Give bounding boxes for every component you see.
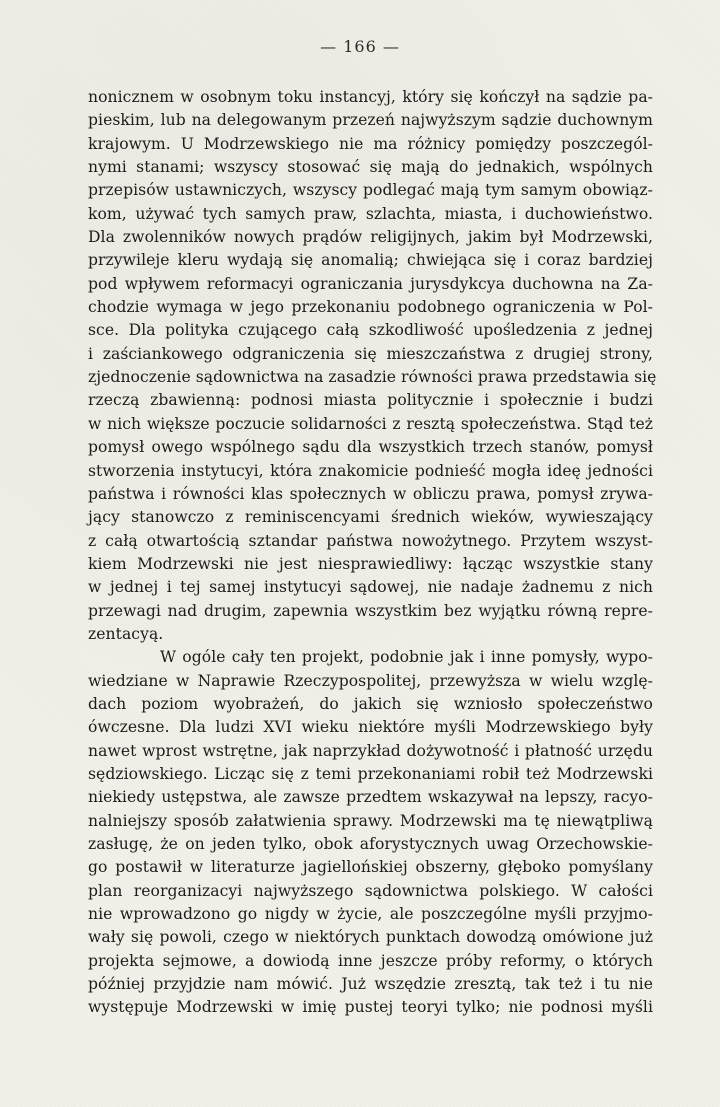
text-line: wiedziane w Naprawie Rzeczypospolitej, przewyższa w wielu wzglę- xyxy=(88,671,653,690)
text-line: ówczesne. Dla ludzi XVI wieku niektóre myśli Modrzewskiego były xyxy=(88,718,653,737)
text-line: dach poziom wyobrażeń, do jakich się wzniosło społeczeństwo xyxy=(88,694,653,713)
text-line: rzeczą zbawienną: podnosi miasta politycznie i społecznie i budzi xyxy=(88,391,653,410)
text-line: pod wpływem reformacyi ograniczania jurysdykcya duchowna na Za- xyxy=(88,274,653,293)
text-line: stworzenia instytucyi, która znakomicie podnieść mogła ideę jedności xyxy=(88,461,653,480)
text-line: krajowym. U Modrzewskiego nie ma różnicy pomiędzy poszczegól- xyxy=(88,134,653,153)
text-line: nonicznem w osobnym toku instancyj, który się kończył na sądzie pa- xyxy=(88,88,653,106)
text-line: jący stanowczo z reminiscencyami średnich wieków, wywieszający xyxy=(88,508,653,527)
body-text xyxy=(88,86,657,1020)
text-line: zjednoczenie sądownictwa na zasadzie równości prawa przedstawia się xyxy=(88,368,657,387)
text-line: nie wprowadzono go nigdy w życie, ale poszczególne myśli przyjmo- xyxy=(88,905,653,924)
page-number: — 166 — xyxy=(320,37,400,56)
text-line: projekta sejmowe, a dowiodą inne jeszcze próby reformy, o których xyxy=(88,951,653,970)
text-line: zasługę, że on jeden tylko, obok aforystycznych uwag Orzechowskie- xyxy=(88,835,653,853)
text-line: kiem Modrzewski nie jest niesprawiedliwy: łącząc wszystkie stany xyxy=(88,554,653,573)
text-line: przepisów ustawniczych, wszyscy podlegać mają tym samym obowiąz- xyxy=(88,181,653,200)
text-line: Dla zwolenników nowych prądów religijnych, jakim był Modrzewski, xyxy=(88,228,653,247)
text-line: w nich większe poczucie solidarności z resztą społeczeństwa. Stąd też xyxy=(88,414,653,433)
text-line: w jednej i tej samej instytucyi sądowej, nie nadaje żadnemu z nich xyxy=(88,578,653,597)
text-line: później przyjdzie nam mówić. Już wszędzie zresztą, tak też i tu nie xyxy=(88,975,653,994)
text-line: plan reorganizacyi najwyższego sądownictwa polskiego. W całości xyxy=(88,881,653,900)
text-line: kom, używać tych samych praw, szlachta, miasta, i duchowieństwo. xyxy=(88,204,653,223)
text-line: sce. Dla polityka czującego całą szkodliwość upośledzenia z jednej xyxy=(88,321,653,340)
text-line: nawet wprost wstrętne, jak naprzykład dożywotność i płatność urzędu xyxy=(88,741,653,760)
paragraph-end-line: zentacyą. xyxy=(88,624,164,643)
text-line: chodzie wymaga w jego przekonaniu podobnego ograniczenia w Pol- xyxy=(88,298,653,317)
text-line: wały się powoli, czego w niektórych punktach dowodzą omówione już xyxy=(88,928,653,947)
text-line: pieskim, lub na delegowanym przezeń najwyższym sądzie duchownym xyxy=(88,111,653,130)
text-line: i zaściankowego odgraniczenia się mieszczaństwa z drugiej strony, xyxy=(88,344,653,363)
text-line: sędziowskiego. Licząc się z temi przekonaniami robił też Modrzewski xyxy=(88,764,653,783)
text-line: nalniejszy sposób załatwienia sprawy. Modrzewski ma tę niewątpliwą xyxy=(88,811,653,830)
text-line: przywileje kleru wydają się anomalią; chwiejąca się i coraz bardziej xyxy=(88,251,653,270)
text-line: występuje Modrzewski w imię pustej teoryi tylko; nie podnosi myśli xyxy=(88,998,653,1017)
text-line: nymi stanami; wszyscy stosować się mają do jednakich, wspólnych xyxy=(88,158,653,177)
text-line: z całą otwartością sztandar państwa nowożytnego. Przytem wszyst- xyxy=(88,531,653,550)
text-line: państwa i równości klas społecznych w obliczu prawa, pomysł zrywa- xyxy=(88,484,653,503)
text-line: go postawił w literaturze jagiellońskiej obszerny, głęboko pomyślany xyxy=(88,858,653,877)
text-line: przewagi nad drugim, zapewnia wszystkim bez wyjątku równą repre- xyxy=(88,601,653,620)
text-line: niekiedy ustępstwa, ale zawsze przedtem wskazywał na lepszy, racyo- xyxy=(88,788,653,807)
paragraph-start-line: W ogóle cały ten projekt, podobnie jak i inne pomysły, wypo- xyxy=(160,648,653,667)
text-line: pomysł owego wspólnego sądu dla wszystkich trzech stanów, pomysł xyxy=(88,438,653,457)
